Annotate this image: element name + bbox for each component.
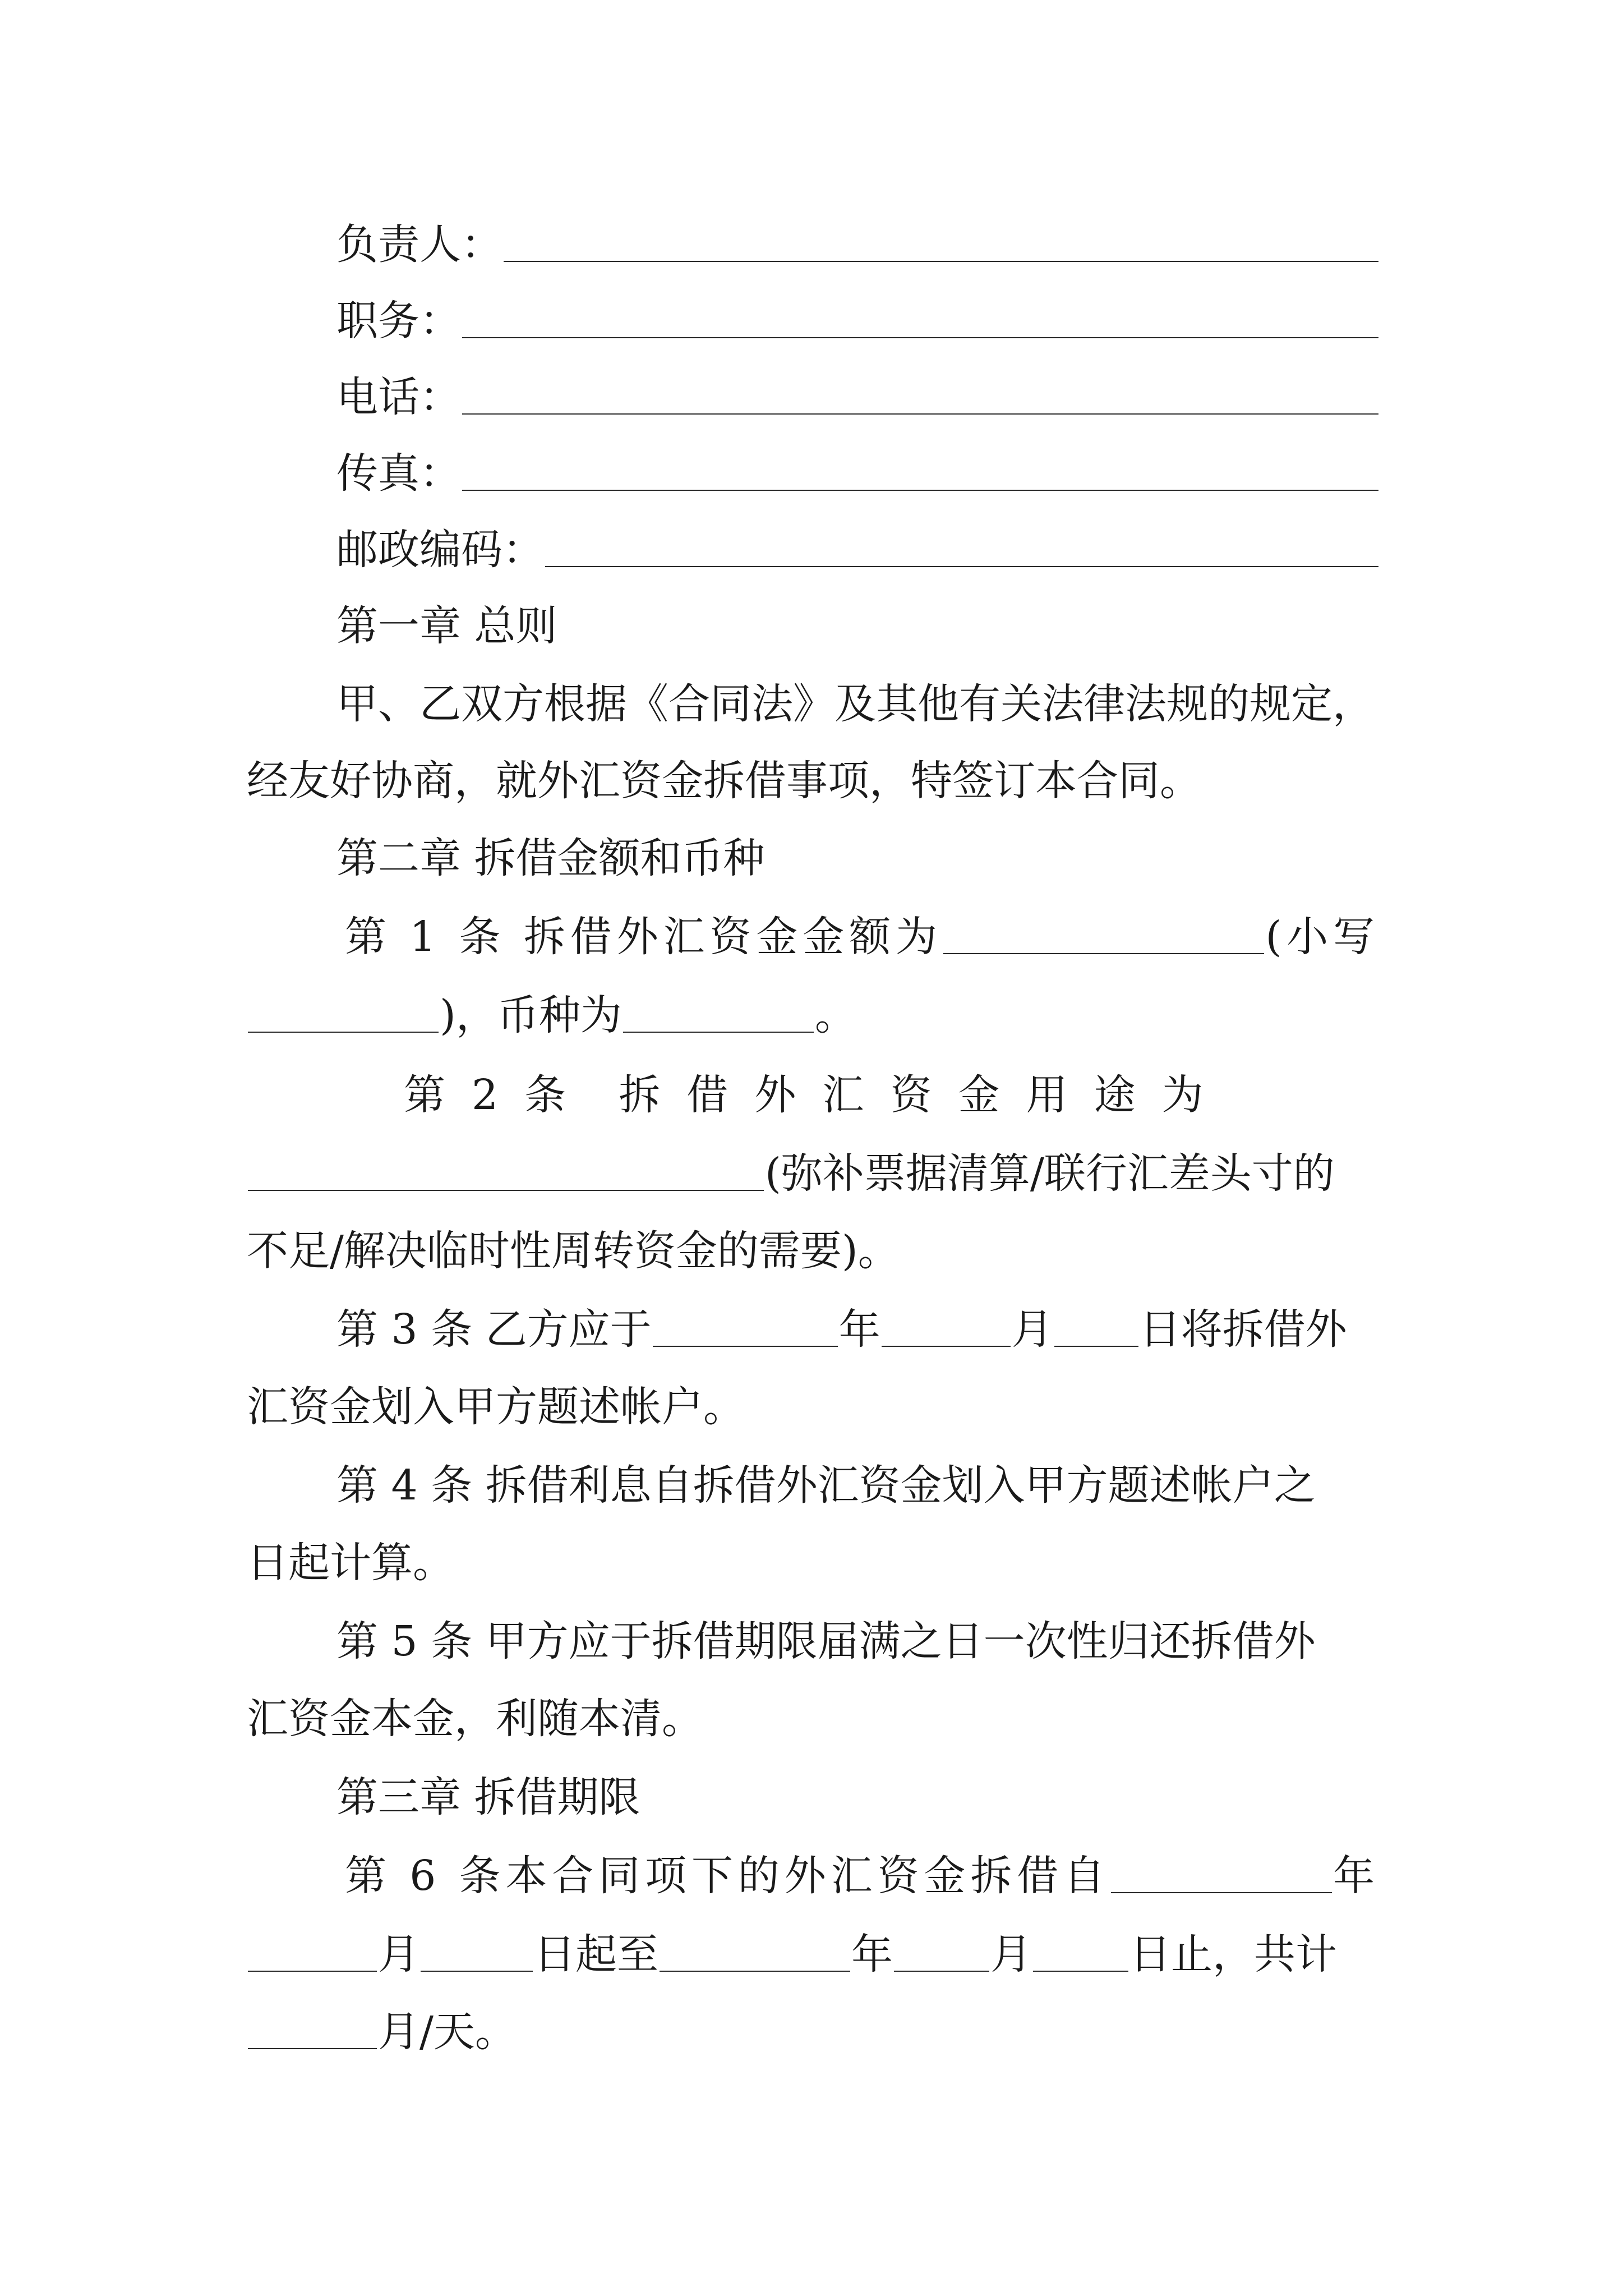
- amount-lowercase-blank[interactable]: [248, 998, 439, 1033]
- article2-text-a: 第 2 条 拆 借 外 汇 资 金 用 途 为: [404, 1071, 1204, 1119]
- article6-line1: [345, 1842, 1380, 1910]
- chapter1-para-text2: 经友好协商，就外汇资金拆借事项，特签订本合同。: [247, 757, 1201, 805]
- article6-line3: [247, 1998, 1380, 2065]
- chapter3-title: [336, 1764, 1380, 1831]
- chapter1-para-text1: 甲、乙双方根据《合同法》及其他有关法律法规的规定，: [336, 680, 1374, 728]
- art6-start-year-blank[interactable]: [1111, 1858, 1332, 1893]
- purpose-blank[interactable]: [248, 1156, 764, 1191]
- article4-text-a: 第 4 条 拆借利息自拆借外汇资金划入甲方题述帐户之: [336, 1461, 1316, 1510]
- amount-blank[interactable]: [943, 919, 1265, 954]
- article3-month: 月: [1011, 1305, 1053, 1354]
- article1-text-b: (小写: [1265, 913, 1380, 961]
- article3-line1: [336, 1296, 1380, 1363]
- article2-line1: [404, 1061, 1380, 1129]
- head-label: 负责人：: [336, 220, 502, 269]
- article3-text-a: 第 3 条 乙方应于: [336, 1305, 652, 1354]
- article1-line1: [345, 903, 1380, 970]
- position-field: [336, 287, 1380, 355]
- chapter2-title: [336, 825, 1380, 892]
- fax-label: 传真：: [336, 449, 461, 498]
- chapter3-title-text: 第三章 拆借期限: [336, 1773, 640, 1821]
- article4-text-b: 日起计算。: [247, 1539, 454, 1587]
- article2-line2: [247, 1140, 1380, 1207]
- article5-text-b: 汇资金本金，利随本清。: [247, 1695, 703, 1743]
- chapter1-title-text: 第一章 总则: [336, 602, 557, 650]
- article5-text-a: 第 5 条 甲方应于拆借期限届满之日一次性归还拆借外: [336, 1617, 1316, 1665]
- art3-day-blank[interactable]: [1054, 1312, 1138, 1347]
- article3-line2: [247, 1373, 1380, 1441]
- article5-line2: [247, 1685, 1380, 1752]
- article6-month1: 月: [378, 1930, 419, 1978]
- article3-day: 日将拆借外: [1139, 1305, 1347, 1354]
- article1-text-c: )，币种为: [440, 991, 622, 1039]
- art3-year-blank[interactable]: [653, 1312, 838, 1347]
- article6-day2: 日止，共计: [1129, 1930, 1337, 1978]
- article2-line3: [247, 1217, 1380, 1285]
- position-blank[interactable]: [462, 303, 1378, 338]
- postcode-label: 邮政编码：: [336, 526, 544, 574]
- article2-text-b: (弥补票据清算/联行汇差头寸的: [765, 1149, 1335, 1198]
- chapter1-para-line2: [247, 747, 1380, 815]
- article4-line1: [336, 1452, 1380, 1519]
- article1-text-d: 。: [814, 991, 856, 1039]
- currency-blank[interactable]: [623, 998, 814, 1033]
- fax-field: [336, 440, 1380, 507]
- article6-line2: [247, 1921, 1380, 1988]
- phone-blank[interactable]: [462, 380, 1378, 415]
- article6-text-a: 第 6 条本合同项下的外汇资金拆借自: [345, 1852, 1110, 1900]
- art6-start-month-blank[interactable]: [248, 1937, 377, 1972]
- art6-end-month-blank[interactable]: [894, 1937, 989, 1972]
- article3-year: 年: [838, 1305, 880, 1354]
- head-blank[interactable]: [504, 227, 1378, 262]
- phone-label: 电话：: [336, 373, 461, 421]
- article1-text-a: 第 1 条 拆借外汇资金金额为: [345, 913, 942, 961]
- postcode-blank[interactable]: [545, 532, 1378, 567]
- art6-end-year-blank[interactable]: [660, 1937, 850, 1972]
- art3-month-blank[interactable]: [882, 1312, 1011, 1347]
- article1-line2: [247, 982, 1380, 1049]
- article6-unit: 月/天。: [378, 2008, 517, 2056]
- article6-year1: 年: [1333, 1852, 1380, 1900]
- chapter1-para-line1: [336, 670, 1380, 738]
- art6-total-blank[interactable]: [248, 2014, 377, 2049]
- article3-text-b: 汇资金划入甲方题述帐户。: [247, 1383, 745, 1431]
- art6-start-day-blank[interactable]: [421, 1937, 533, 1972]
- chapter1-title: [336, 592, 1380, 660]
- fax-blank[interactable]: [462, 456, 1378, 491]
- phone-field: [336, 364, 1380, 431]
- article6-day1: 日起至: [534, 1930, 658, 1978]
- art6-end-day-blank[interactable]: [1033, 1937, 1128, 1972]
- article4-line2: [247, 1529, 1380, 1596]
- position-label: 职务：: [336, 297, 461, 345]
- article6-month2: 月: [990, 1930, 1032, 1978]
- chapter2-title-text: 第二章 拆借金额和币种: [336, 834, 765, 882]
- article2-text-c: 不足/解决临时性周转资金的需要)。: [247, 1227, 900, 1275]
- article6-year2: 年: [851, 1930, 893, 1978]
- head-field: [336, 211, 1380, 278]
- article5-line1: [336, 1608, 1380, 1675]
- postcode-field: [336, 516, 1380, 583]
